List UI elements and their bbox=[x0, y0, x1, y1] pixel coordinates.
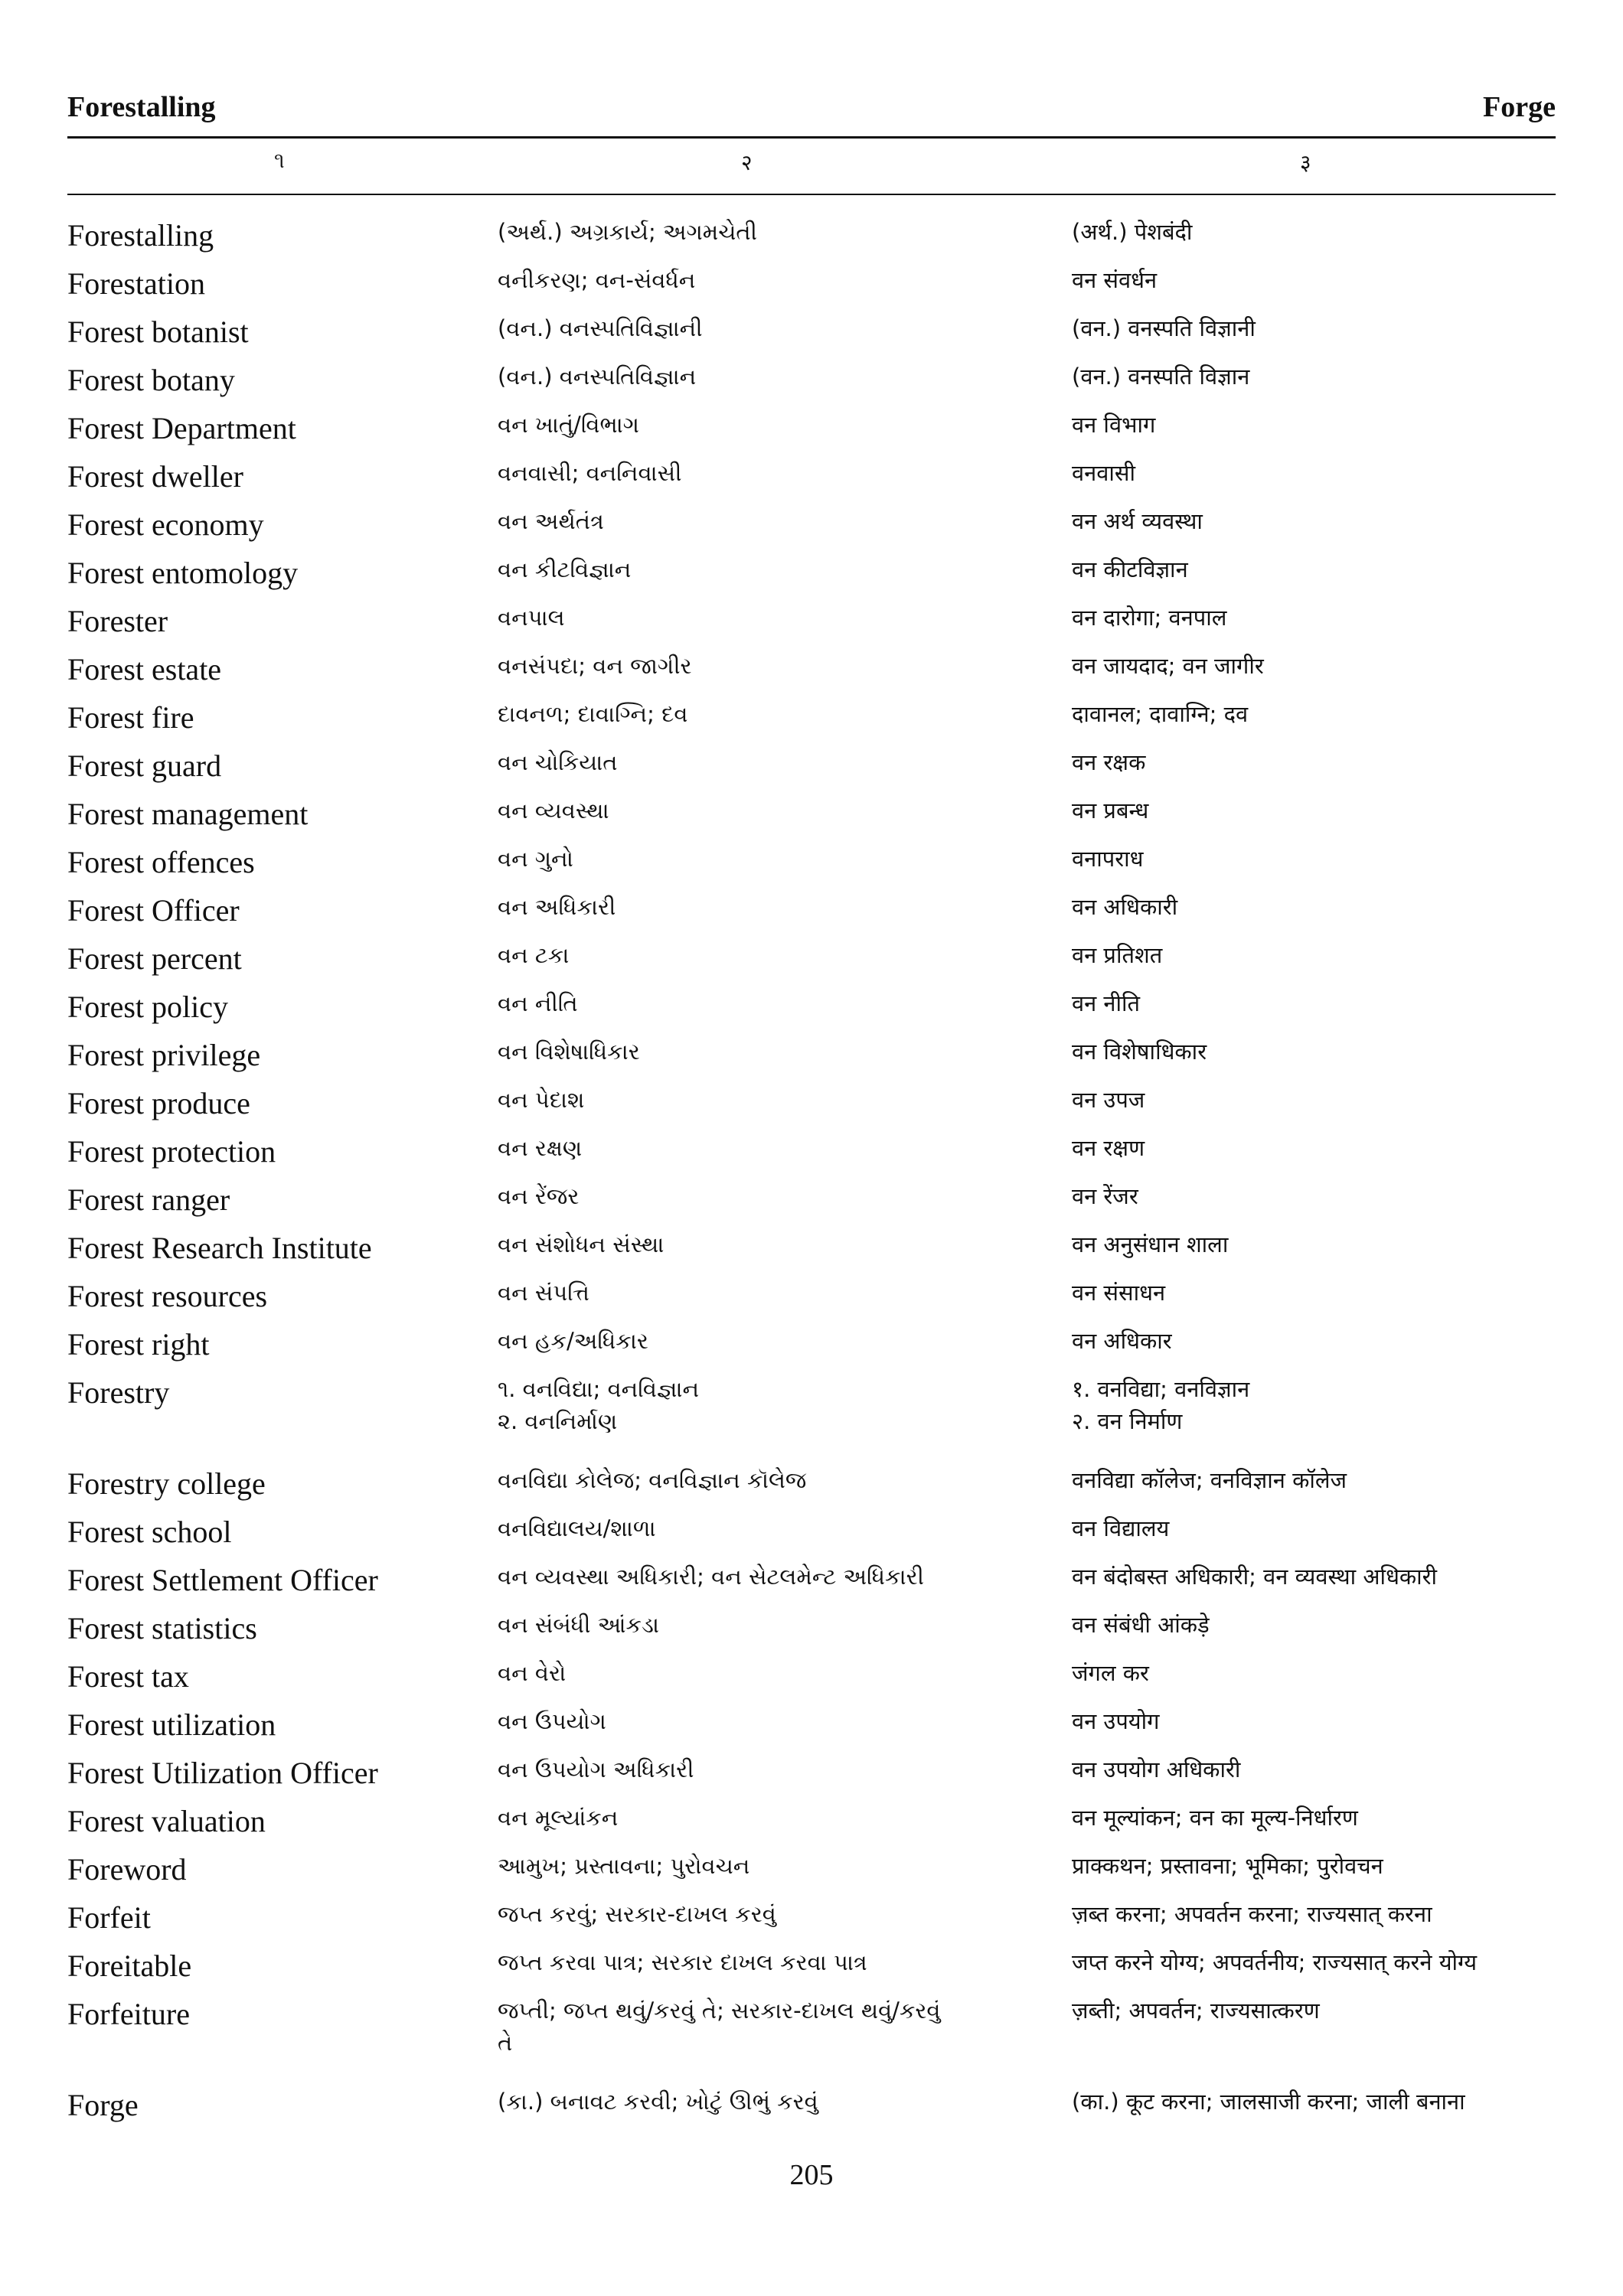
entry-term: Forge bbox=[67, 2088, 139, 2122]
entry-hindi: वन विभाग bbox=[1072, 412, 1156, 438]
entry-gujarati: (વન.) વનસ્પતિવિજ્ઞાન bbox=[498, 364, 697, 390]
entry-term: Forfeit bbox=[67, 1900, 151, 1935]
entry-gujarati: વન ચોકિયાત bbox=[498, 749, 618, 775]
column-header-rule bbox=[67, 194, 1556, 195]
entry-gujarati: વન પેદાશ bbox=[498, 1087, 585, 1113]
entry-term: Forest utilization bbox=[67, 1707, 276, 1742]
entry-gujarati: વન સંશોધન સંસ્થા bbox=[498, 1231, 665, 1257]
entry-gujarati: વન રક્ષણ bbox=[498, 1135, 583, 1161]
entry-term: Forest entomology bbox=[67, 556, 299, 590]
entry-gujarati: વન વ્યવસ્થા અધિકારી; વન સેટલમેન્ટ અધિકારી bbox=[498, 1564, 924, 1590]
entry-gujarati: વન રેંજર bbox=[498, 1183, 580, 1209]
entry-hindi: (वन.) वनस्पति विज्ञानी bbox=[1072, 315, 1256, 341]
entry-term: Forest estate bbox=[67, 652, 222, 687]
entry-gujarati: વનપાલ bbox=[498, 605, 565, 631]
entry-gujarati: વન વિશેષાધિકાર bbox=[498, 1039, 640, 1065]
entry-gujarati: વન હક/અધિકાર bbox=[498, 1328, 648, 1354]
entry-term: Forest Research Institute bbox=[67, 1231, 372, 1265]
entry-gujarati: વનસંપદા; વન જાગીર bbox=[498, 653, 692, 679]
entry-hindi: वन उपज bbox=[1072, 1087, 1145, 1113]
entry-term: Foreword bbox=[67, 1852, 187, 1887]
header-rule bbox=[67, 136, 1556, 139]
entry-hindi: वन विद्यालय bbox=[1072, 1515, 1170, 1541]
entry-term: Forestry bbox=[67, 1375, 170, 1410]
entry-gujarati: જપ્તી; જપ્ત થવું/કરવું તે; સરકાર-દાખલ થવું/કરવું તે bbox=[498, 1998, 941, 2056]
entry-hindi: १. वनविद्या; वनविज्ञान २. वन निर्माण bbox=[1072, 1376, 1250, 1434]
entry-term: Forestry college bbox=[67, 1466, 266, 1501]
entry-gujarati: દાવનળ; દાવાગ્નિ; દવ bbox=[498, 701, 688, 727]
entry-hindi: वन उपयोग bbox=[1072, 1708, 1160, 1734]
entry-term: Forest management bbox=[67, 797, 309, 831]
entry-term: Forest fire bbox=[67, 700, 194, 735]
entry-hindi: वनविद्या कॉलेज; वनविज्ञान कॉलेज bbox=[1072, 1467, 1347, 1493]
entry-hindi: वन अधिकारी bbox=[1072, 894, 1178, 920]
entry-gujarati: આમુખ; પ્રસ્તાવના; પુરોવચન bbox=[498, 1853, 750, 1879]
entry-hindi: वन नीति bbox=[1072, 990, 1141, 1016]
entry-hindi: ज़ब्ती; अपवर्तन; राज्यसात्करण bbox=[1072, 1998, 1320, 2024]
entry-term: Forest protection bbox=[67, 1134, 276, 1169]
entry-gujarati: વન સંપત્તિ bbox=[498, 1280, 589, 1306]
entry-term: Forest privilege bbox=[67, 1038, 261, 1072]
entry-hindi: वन कीटविज्ञान bbox=[1072, 556, 1188, 582]
entry-hindi: वन संवर्धन bbox=[1072, 267, 1158, 293]
entry-term: Forester bbox=[67, 604, 168, 638]
entry-gujarati: વન નીતિ bbox=[498, 990, 578, 1016]
entry-hindi: (वन.) वनस्पति विज्ञान bbox=[1072, 364, 1250, 390]
entry-hindi: वन अधिकार bbox=[1072, 1328, 1172, 1354]
entry-hindi: वन बंदोबस्त अधिकारी; वन व्यवस्था अधिकारी bbox=[1072, 1564, 1438, 1590]
entry-term: Forest Officer bbox=[67, 893, 240, 928]
entry-term: Forest right bbox=[67, 1327, 210, 1362]
entry-hindi: ज़ब्त करना; अपवर्तन करना; राज्यसात् करना bbox=[1072, 1901, 1432, 1927]
entry-term: Forest produce bbox=[67, 1086, 250, 1120]
entry-gujarati: (કા.) બનાવટ કરવી; ખોટું ઊભું કરવું bbox=[498, 2089, 818, 2115]
entry-gujarati: જપ્ત કરવા પાત્ર; સરકાર દાખલ કરવા પાત્ર bbox=[498, 1949, 867, 1975]
column-number-1: ૧ bbox=[274, 148, 285, 173]
entry-gujarati: વન ઉપયોગ bbox=[498, 1708, 606, 1734]
entry-hindi: वन संसाधन bbox=[1072, 1280, 1166, 1306]
entry-gujarati: વનવિદ્યા કોલેજ; વનવિજ્ઞાન કૉલેજ bbox=[498, 1467, 807, 1493]
entry-gujarati: ૧. વનવિદ્યા; વનવિજ્ઞાન ૨. વનનિર્માણ bbox=[498, 1376, 700, 1434]
entry-term: Forest botany bbox=[67, 363, 235, 397]
entry-term: Forest Settlement Officer bbox=[67, 1563, 378, 1597]
entry-term: Forestation bbox=[67, 266, 205, 301]
entry-hindi: वन रक्षक bbox=[1072, 749, 1146, 775]
entry-gujarati: વનવિદ્યાલય/શાળા bbox=[498, 1515, 656, 1541]
entry-gujarati: જપ્ત કરવું; સરકાર-દાખલ કરવું bbox=[498, 1901, 776, 1927]
entry-term: Forest Utilization Officer bbox=[67, 1756, 378, 1790]
entry-hindi: वन संबंधी आंकड़े bbox=[1072, 1612, 1210, 1638]
entry-term: Forest Department bbox=[67, 411, 296, 445]
entry-term: Forest ranger bbox=[67, 1182, 230, 1217]
entry-gujarati: વન ગુનો bbox=[498, 846, 573, 872]
entry-hindi: जंगल कर bbox=[1072, 1660, 1149, 1686]
entry-term: Forest tax bbox=[67, 1659, 189, 1694]
entry-gujarati: વન સંબંધી આંકડા bbox=[498, 1612, 659, 1638]
entry-gujarati: વન અધિકારી bbox=[498, 894, 616, 920]
entry-hindi: (अर्थ.) पेशबंदी bbox=[1072, 219, 1193, 245]
entry-hindi: वन मूल्यांकन; वन का मूल्य-निर्धारण bbox=[1072, 1805, 1358, 1831]
entry-term: Forest guard bbox=[67, 748, 222, 783]
entry-hindi: वन दारोगा; वनपाल bbox=[1072, 605, 1227, 631]
entry-term: Forfeiture bbox=[67, 1997, 190, 2031]
entry-hindi: दावानल; दावाग्नि; दव bbox=[1072, 701, 1249, 727]
entry-hindi: जप्त करने योग्य; अपवर्तनीय; राज्यसात् करने योग्य bbox=[1072, 1949, 1478, 1975]
entry-term: Forest statistics bbox=[67, 1611, 257, 1645]
page-number: 205 bbox=[789, 2159, 834, 2191]
entry-gujarati: વન કીટવિજ્ઞાન bbox=[498, 556, 632, 582]
entry-gujarati: વન ખાતું/વિભાગ bbox=[498, 412, 639, 438]
column-number-2: २ bbox=[741, 150, 753, 175]
entry-hindi: वन अनुसंधान शाला bbox=[1072, 1231, 1229, 1257]
column-numbers bbox=[67, 148, 1556, 186]
entry-gujarati: વન ટકા bbox=[498, 942, 570, 968]
entry-gujarati: વનીકરણ; વન-સંવર્ધન bbox=[498, 267, 696, 293]
entry-hindi: प्राक्कथन; प्रस्तावना; भूमिका; पुरोवचन bbox=[1072, 1853, 1383, 1879]
entry-hindi: वनापराध bbox=[1072, 846, 1144, 872]
entry-hindi: वन रक्षण bbox=[1072, 1135, 1145, 1161]
entry-gujarati: વન વ્યવસ્થા bbox=[498, 797, 609, 823]
entry-term: Forest policy bbox=[67, 990, 228, 1024]
entry-term: Forestalling bbox=[67, 218, 214, 253]
entry-hindi: वन प्रतिशत bbox=[1072, 942, 1163, 968]
entry-term: Forest percent bbox=[67, 941, 242, 976]
entry-term: Forest offences bbox=[67, 845, 255, 879]
entry-hindi: वन उपयोग अधिकारी bbox=[1072, 1756, 1241, 1782]
entry-hindi: वन प्रबन्ध bbox=[1072, 797, 1149, 823]
entry-hindi: (का.) कूट करना; जालसाजी करना; जाली बनाना bbox=[1072, 2089, 1465, 2115]
entry-term: Forest economy bbox=[67, 507, 264, 542]
entry-term: Forest school bbox=[67, 1515, 232, 1549]
entry-gujarati: વન મૂલ્યાંકન bbox=[498, 1805, 619, 1831]
running-header bbox=[67, 90, 1556, 136]
header-last-word: Forge bbox=[1483, 91, 1556, 123]
entry-gujarati: વન વેરો bbox=[498, 1660, 567, 1686]
entry-gujarati: (વન.) વનસ્પતિવિજ્ઞાની bbox=[498, 315, 703, 341]
entry-hindi: वन जायदाद; वन जागीर bbox=[1072, 653, 1264, 679]
column-number-3: ३ bbox=[1300, 150, 1311, 175]
entry-hindi: वन अर्थ व्यवस्था bbox=[1072, 508, 1203, 534]
entry-gujarati: વન અર્થતંત્ર bbox=[498, 508, 604, 534]
entry-term: Forest dweller bbox=[67, 459, 243, 494]
entry-term: Foreitable bbox=[67, 1949, 192, 1983]
entry-term: Forest valuation bbox=[67, 1804, 266, 1838]
entry-hindi: वनवासी bbox=[1072, 460, 1135, 486]
entry-hindi: वन रेंजर bbox=[1072, 1183, 1138, 1209]
entry-hindi: वन विशेषाधिकार bbox=[1072, 1039, 1207, 1065]
entry-gujarati: વન ઉપયોગ અધિકારી bbox=[498, 1756, 694, 1782]
entry-gujarati: વનવાસી; વનનિવાસી bbox=[498, 460, 682, 486]
entry-gujarati: (અર્થ.) અગ્રકાર્ય; અગમચેતી bbox=[498, 219, 757, 245]
entry-term: Forest resources bbox=[67, 1279, 268, 1313]
header-first-word: Forestalling bbox=[67, 91, 216, 123]
entry-term: Forest botanist bbox=[67, 315, 249, 349]
